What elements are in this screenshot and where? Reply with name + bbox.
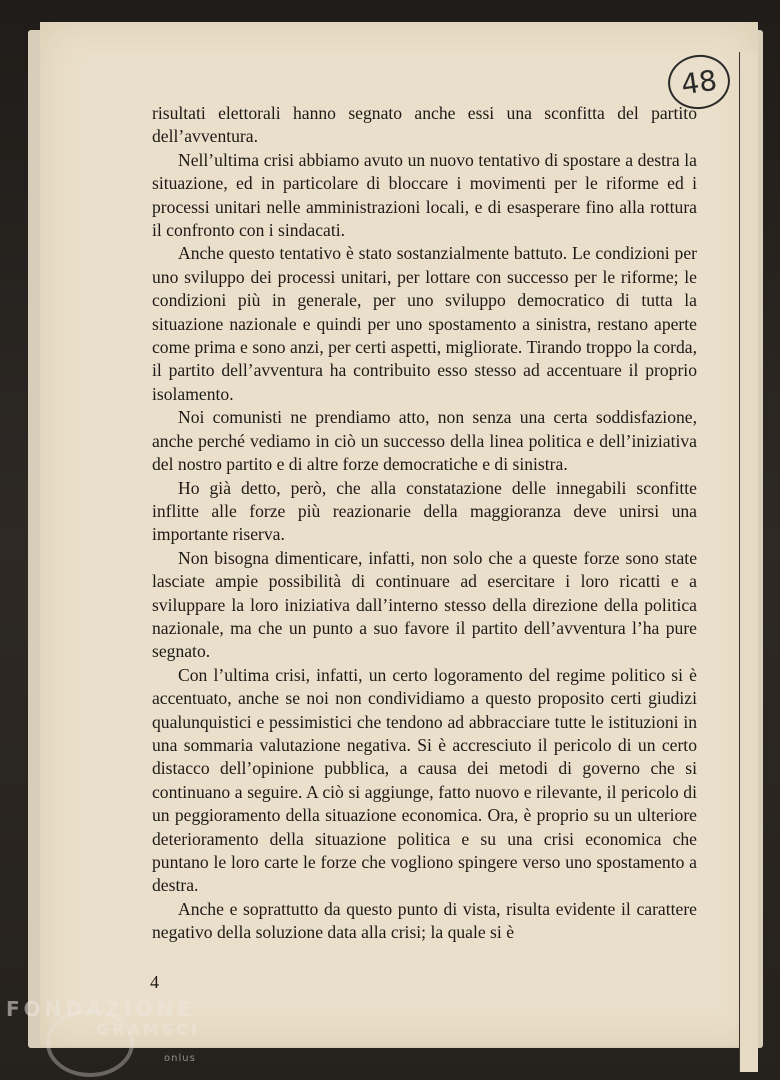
paragraph: Nell’ultima crisi abbiamo avuto un nuovo tentativo di spostare a destra la situazione, ed in particolare di bloccare i movimenti per le riforme ed i processi unitari nelle amministrazioni locali, e di esasperare fino alla rottura il confronto con i sindacati. [152, 149, 697, 241]
paragraph: Non bisogna dimenticare, infatti, non solo che a queste forze sono state lasciate ampie possibilità di continuare ad esercitare i loro ricatti e a sviluppare la loro iniziativa dall’interno stesso della direzione della politica nazionale, ma che un punto a suo favore il partito dell’avventura l’ha pure segnato. [152, 547, 697, 662]
fondazione-gramsci-watermark [6, 995, 216, 1075]
adjacent-page-edge [739, 52, 758, 1072]
paragraph: Con l’ultima crisi, infatti, un certo logoramento del regime politico si è accentuato, anche se noi non condividiamo a questo proposito certi giudizi qualunquistici e pessimistici che tendono ad abbracciare tutte le istituzioni in una sommaria valutazione negativa. Si è accresciuto il pericolo di un certo distacco dell’opinione pubblica, a causa dei metodi di governo che si continuano a seguire. A ciò si aggiunge, fatto nuovo e rilevante, il pericolo di un peggioramento della situazione economica. Ora, è proprio su un ulteriore deterioramento della situazione politica e su una crisi economica che puntano le loro carte le forze che vogliono spingere verso uno spostamento a destra. [152, 664, 697, 896]
paragraph: Anche questo tentativo è stato sostanzialmente battuto. Le condizioni per uno sviluppo dei processi unitari, per lottare con successo per le riforme; le condizioni più in generale, per uno sviluppo democratico di tutta la situazione nazionale e quindi per uno spostamento a sinistra, restano aperte come prima e sono anzi, per certi aspetti, migliorate. Tirando troppo la corda, il partito dell’avventura ha contribuito esso stesso ad accentuare il proprio isolamento. [152, 243, 697, 404]
paragraph: Anche e soprattutto da questo punto di vista, risulta evidente il carattere negativo della soluzione data alla crisi; la quale si è [152, 898, 697, 943]
watermark-line1: FONDAZIONE [6, 997, 195, 1021]
folio-number-text: 48 [679, 63, 719, 101]
watermark-onlus: onlus [164, 1053, 196, 1064]
paragraph: Ho già detto, però, che alla constatazione delle innegabili sconfitte inflitte alle forze più reazionarie della maggioranza deve unirsi una importante riserva. [152, 477, 697, 545]
page-number: 4 [150, 972, 159, 992]
paragraph: Noi comunisti ne prendiamo atto, non senza una certa soddisfazione, anche perché vediamo in ciò un successo della linea politica e dell’iniziativa del nostro partito e di altre forze democratiche e di sinistra. [152, 407, 697, 475]
watermark-line2: GRAMSCI [96, 1020, 200, 1039]
body-text [152, 102, 697, 945]
paragraph: risultati elettorali hanno segnato anche essi una sconfitta del partito dell’avventura. [152, 103, 697, 147]
